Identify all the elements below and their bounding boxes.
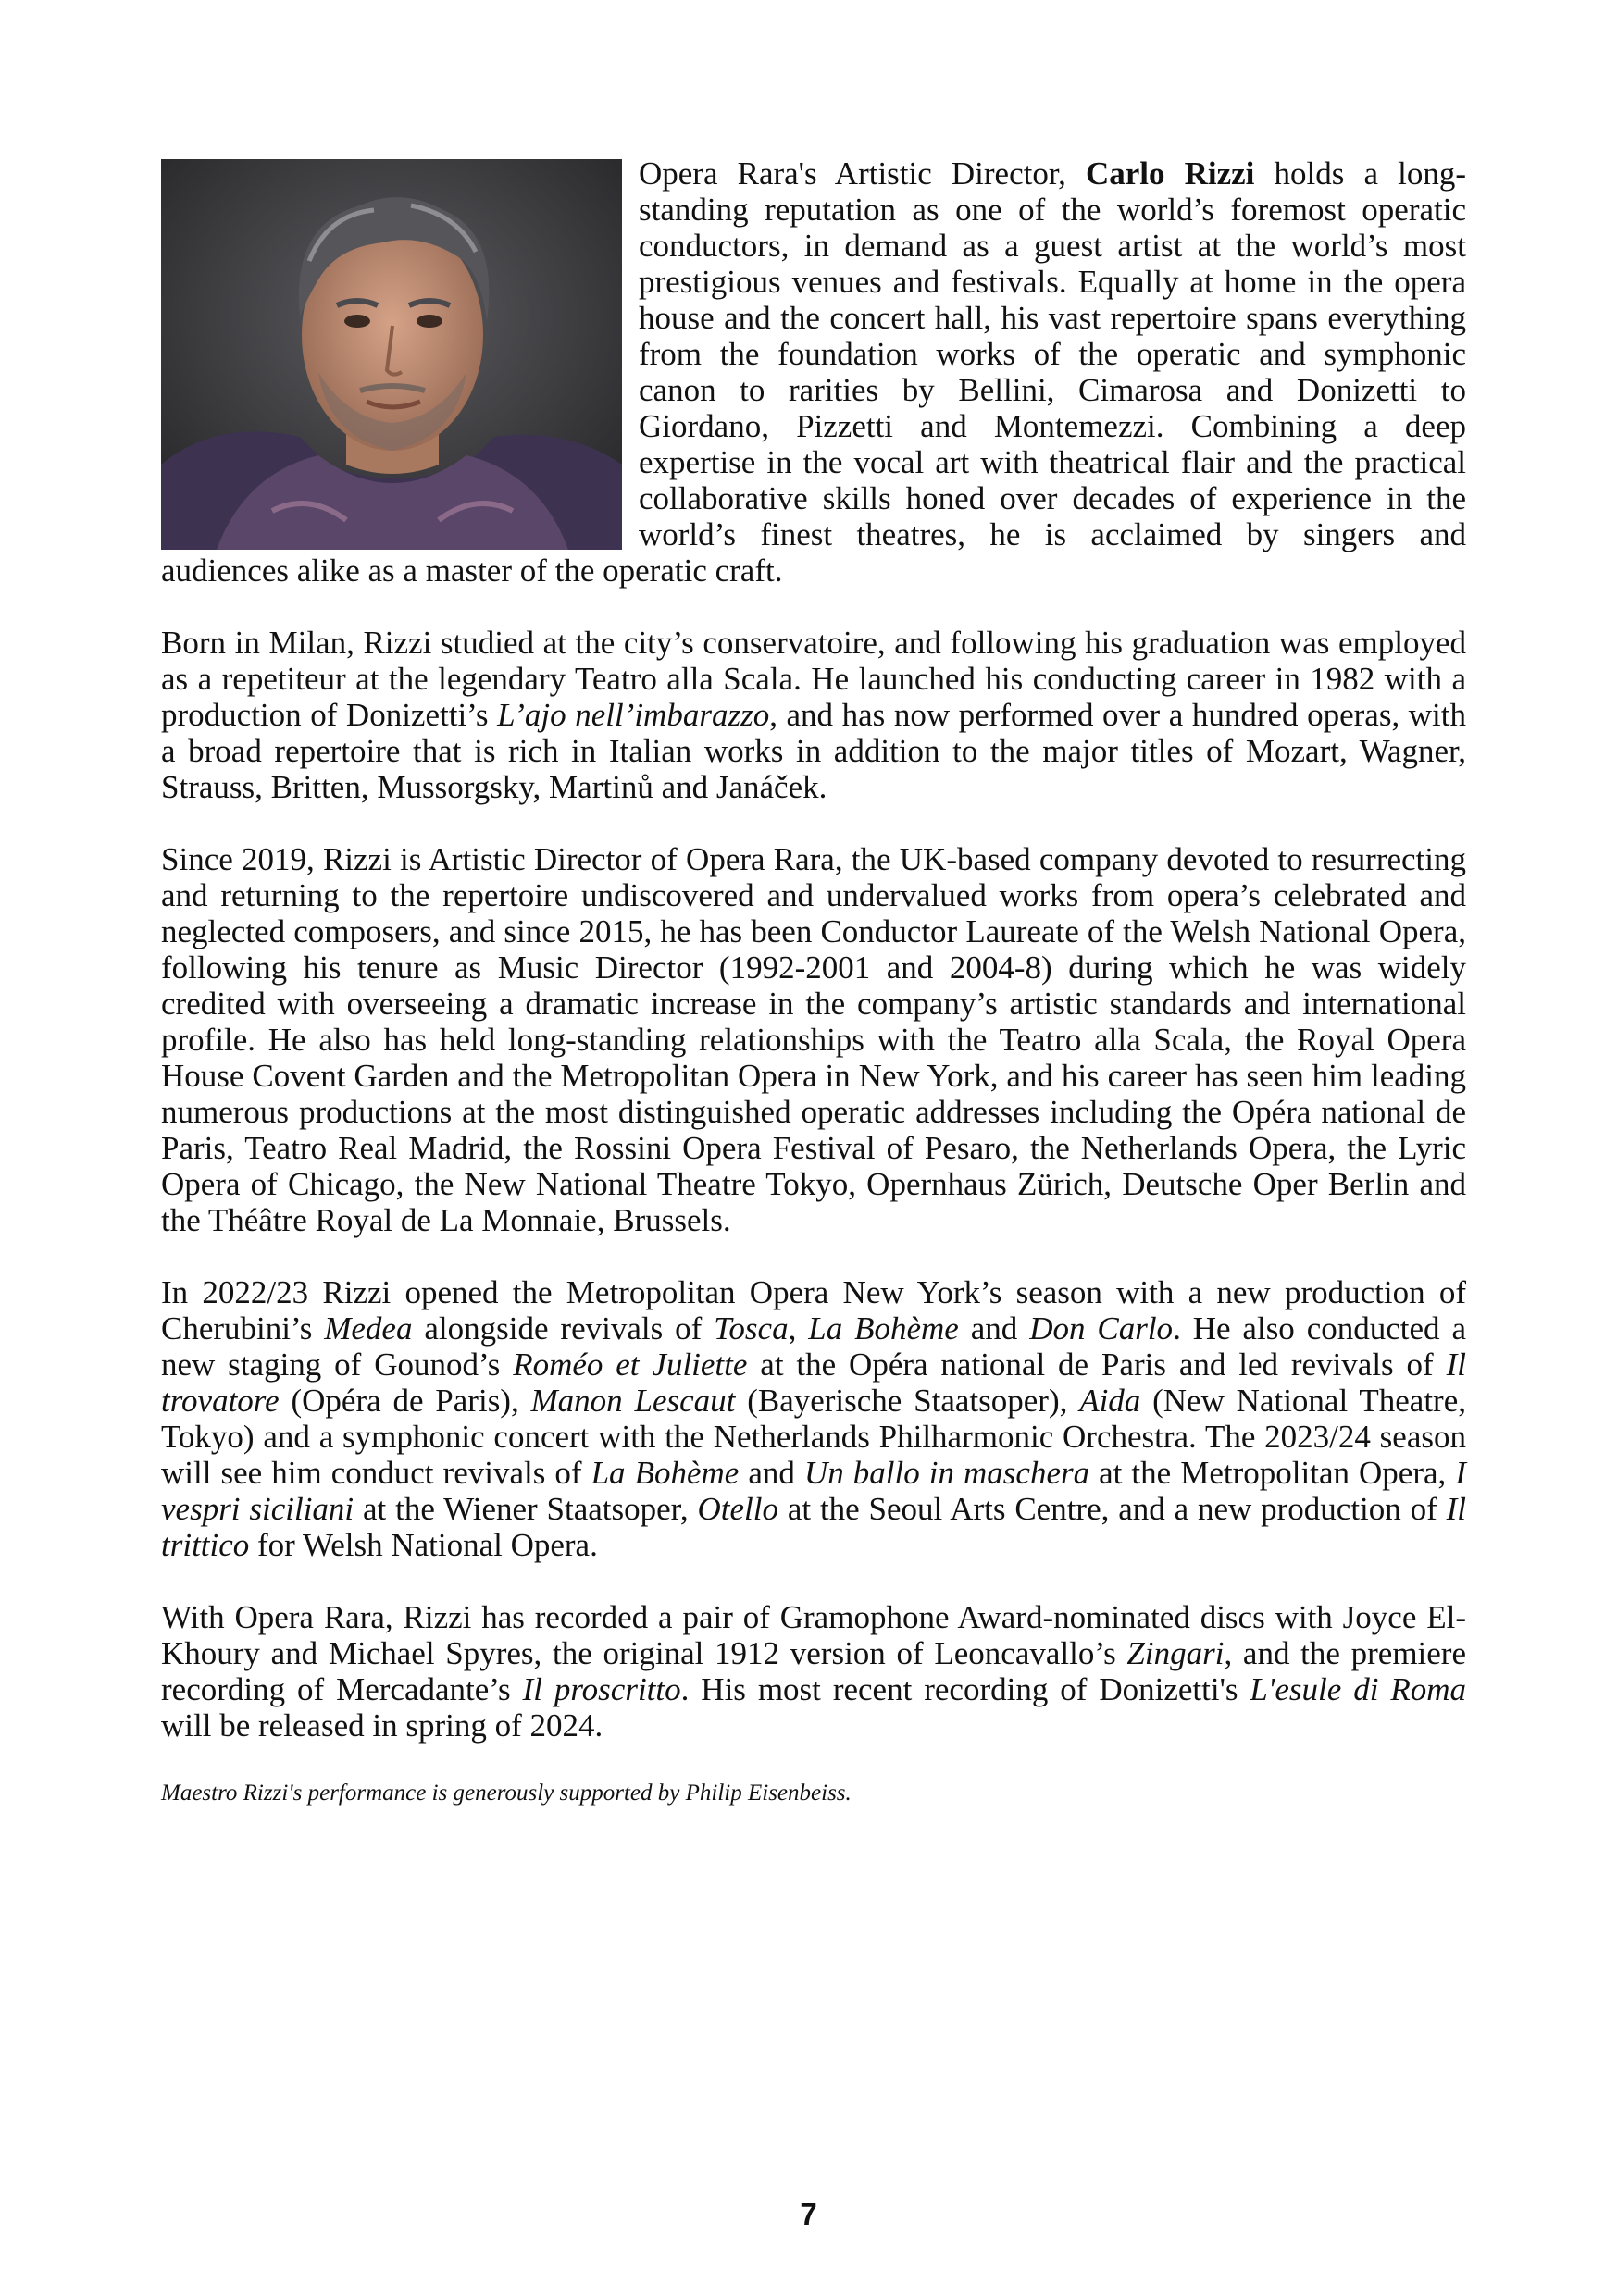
text-run: for Welsh National Opera. [249, 1527, 598, 1563]
text-run: . His most recent recording of Donizetti's [680, 1671, 1250, 1707]
work-title: La Bohème [808, 1310, 959, 1347]
work-title: Manon Lescaut [530, 1383, 736, 1419]
text-run: (Opéra de Paris), [279, 1383, 531, 1419]
name-highlight: Carlo Rizzi [1085, 155, 1255, 192]
text-run: Since 2019, Rizzi is Artistic Director of Opera Rara, the UK-based company devoted to resurrecting and returning to the repertoire undiscovered and undervalued works from opera’s celebrated and neglected composers, and since 2015, he has been Conductor Laureate of the Welsh National Opera, following his tenure as Music Director (1992-2001 and 2004-8) during which he was widely credited with overseeing a dramatic increase in the company’s artistic standards and international profile. He also has held long-standing relationships with the Teatro alla Scala, the Royal Opera House Covent Garden and the Metropolitan Opera in New York, and his career has seen him leading numerous productions at the most distinguished operatic addresses including the Opéra national de Paris, Teatro Real Madrid, the Rossini Opera Festival of Pesaro, the Netherlands Opera, the Lyric Opera of Chicago, the New National Theatre Tokyo, Opernhaus Zürich, Deutsche Oper Berlin and the Théâtre Royal de La Monnaie, Brussels. [161, 841, 1466, 1238]
text-run: , and has now performed over a hundred operas, with a broad repertoire that is rich in Italian works in addition to the major titles of Mozart, Wagner, Strauss, Britten, Mussorgsky, Martinů and Janáček. [161, 697, 1466, 805]
text-run: , and the premiere recording of Mercadante’s [161, 1635, 1466, 1707]
work-title: I vespri siciliani [161, 1455, 1466, 1527]
work-title: Roméo et Juliette [513, 1347, 748, 1383]
bio-paragraph-3 [161, 841, 1466, 1238]
work-title: La Bohème [591, 1455, 740, 1491]
text-run: at the Wiener Staatsoper, [354, 1491, 698, 1527]
text-run: , [788, 1310, 809, 1347]
work-title: Aida [1079, 1383, 1141, 1419]
text-run: holds a long-standing reputation as one of the world’s foremost operatic conductors, in demand as a guest artist at the world’s most prestigious venues and festivals. Equally at home in the opera house and the concert hall, his vast repertoire spans everything from the foundation works of the operatic and symphonic canon to rarities by Bellini, Cimarosa and Donizetti to Giordano, Pizzetti and Montemezzi. Combining a deep expertise in the vocal art with theatrical flair and the practical collaborative skills honed over decades of experience in the world’s finest theatres, he is acclaimed by singers and audiences alike as a master of the operatic craft. [161, 155, 1466, 589]
portrait-photo [161, 159, 622, 550]
portrait-image [161, 159, 622, 550]
text-run: at the Seoul Arts Centre, and a new production of [778, 1491, 1447, 1527]
text-run: Born in Milan, Rizzi studied at the city’s conservatoire, and following his graduation was employed as a repetiteur at the legendary Teatro alla Scala. He launched his conducting career in 1982 with a production of Donizetti’s [161, 625, 1466, 733]
text-run: (New National Theatre, Tokyo) and a symphonic concert with the Netherlands Philharmonic Orchestra. The 2023/24 season will see him conduct revivals of [161, 1383, 1466, 1491]
text-run: and [739, 1455, 804, 1491]
text-run: Opera Rara's Artistic Director, [639, 155, 1086, 192]
document-page [161, 155, 1466, 1807]
work-title: Otello [697, 1491, 778, 1527]
text-run: With Opera Rara, Rizzi has recorded a pair of Gramophone Award-nominated discs with Joyce El-Khoury and Michael Spyres, the original 1912 version of Leoncavallo’s [161, 1599, 1466, 1671]
work-title: L'esule di Roma [1250, 1671, 1467, 1707]
page-number: 7 [800, 2197, 817, 2231]
text-run: In 2022/23 Rizzi opened the Metropolitan Opera New York’s season with a new production of Cherubini’s [161, 1274, 1466, 1347]
work-title: Il trittico [161, 1491, 1467, 1563]
bio-paragraph-4 [161, 1274, 1466, 1563]
work-title: Zingari [1126, 1635, 1225, 1671]
sponsor-credit: Maestro Rizzi's performance is generously supported by Philip Eisenbeiss. [161, 1781, 852, 1806]
work-title: Il trovatore [161, 1347, 1466, 1419]
work-title: L’ajo nell’imbarazzo [497, 697, 770, 733]
text-run: . He also conducted a new staging of Gounod’s [161, 1310, 1466, 1383]
text-run: at the Metropolitan Opera, [1089, 1455, 1456, 1491]
text-run: and [958, 1310, 1030, 1347]
work-title: Un ballo in maschera [803, 1455, 1090, 1491]
bio-paragraph-2 [161, 625, 1466, 805]
text-run: will be released in spring of 2024. [161, 1707, 603, 1744]
work-title: Tosca [714, 1310, 789, 1347]
work-title: Don Carlo [1029, 1310, 1174, 1347]
bio-paragraph-1 [161, 155, 1466, 589]
text-run: alongside revivals of [412, 1310, 715, 1347]
work-title: Il proscritto [522, 1671, 681, 1707]
bio-paragraph-5 [161, 1599, 1466, 1744]
text-run: (Bayerische Staatsoper), [735, 1383, 1080, 1419]
text-run: at the Opéra national de Paris and led revivals of [747, 1347, 1447, 1383]
work-title: Medea [324, 1310, 413, 1347]
